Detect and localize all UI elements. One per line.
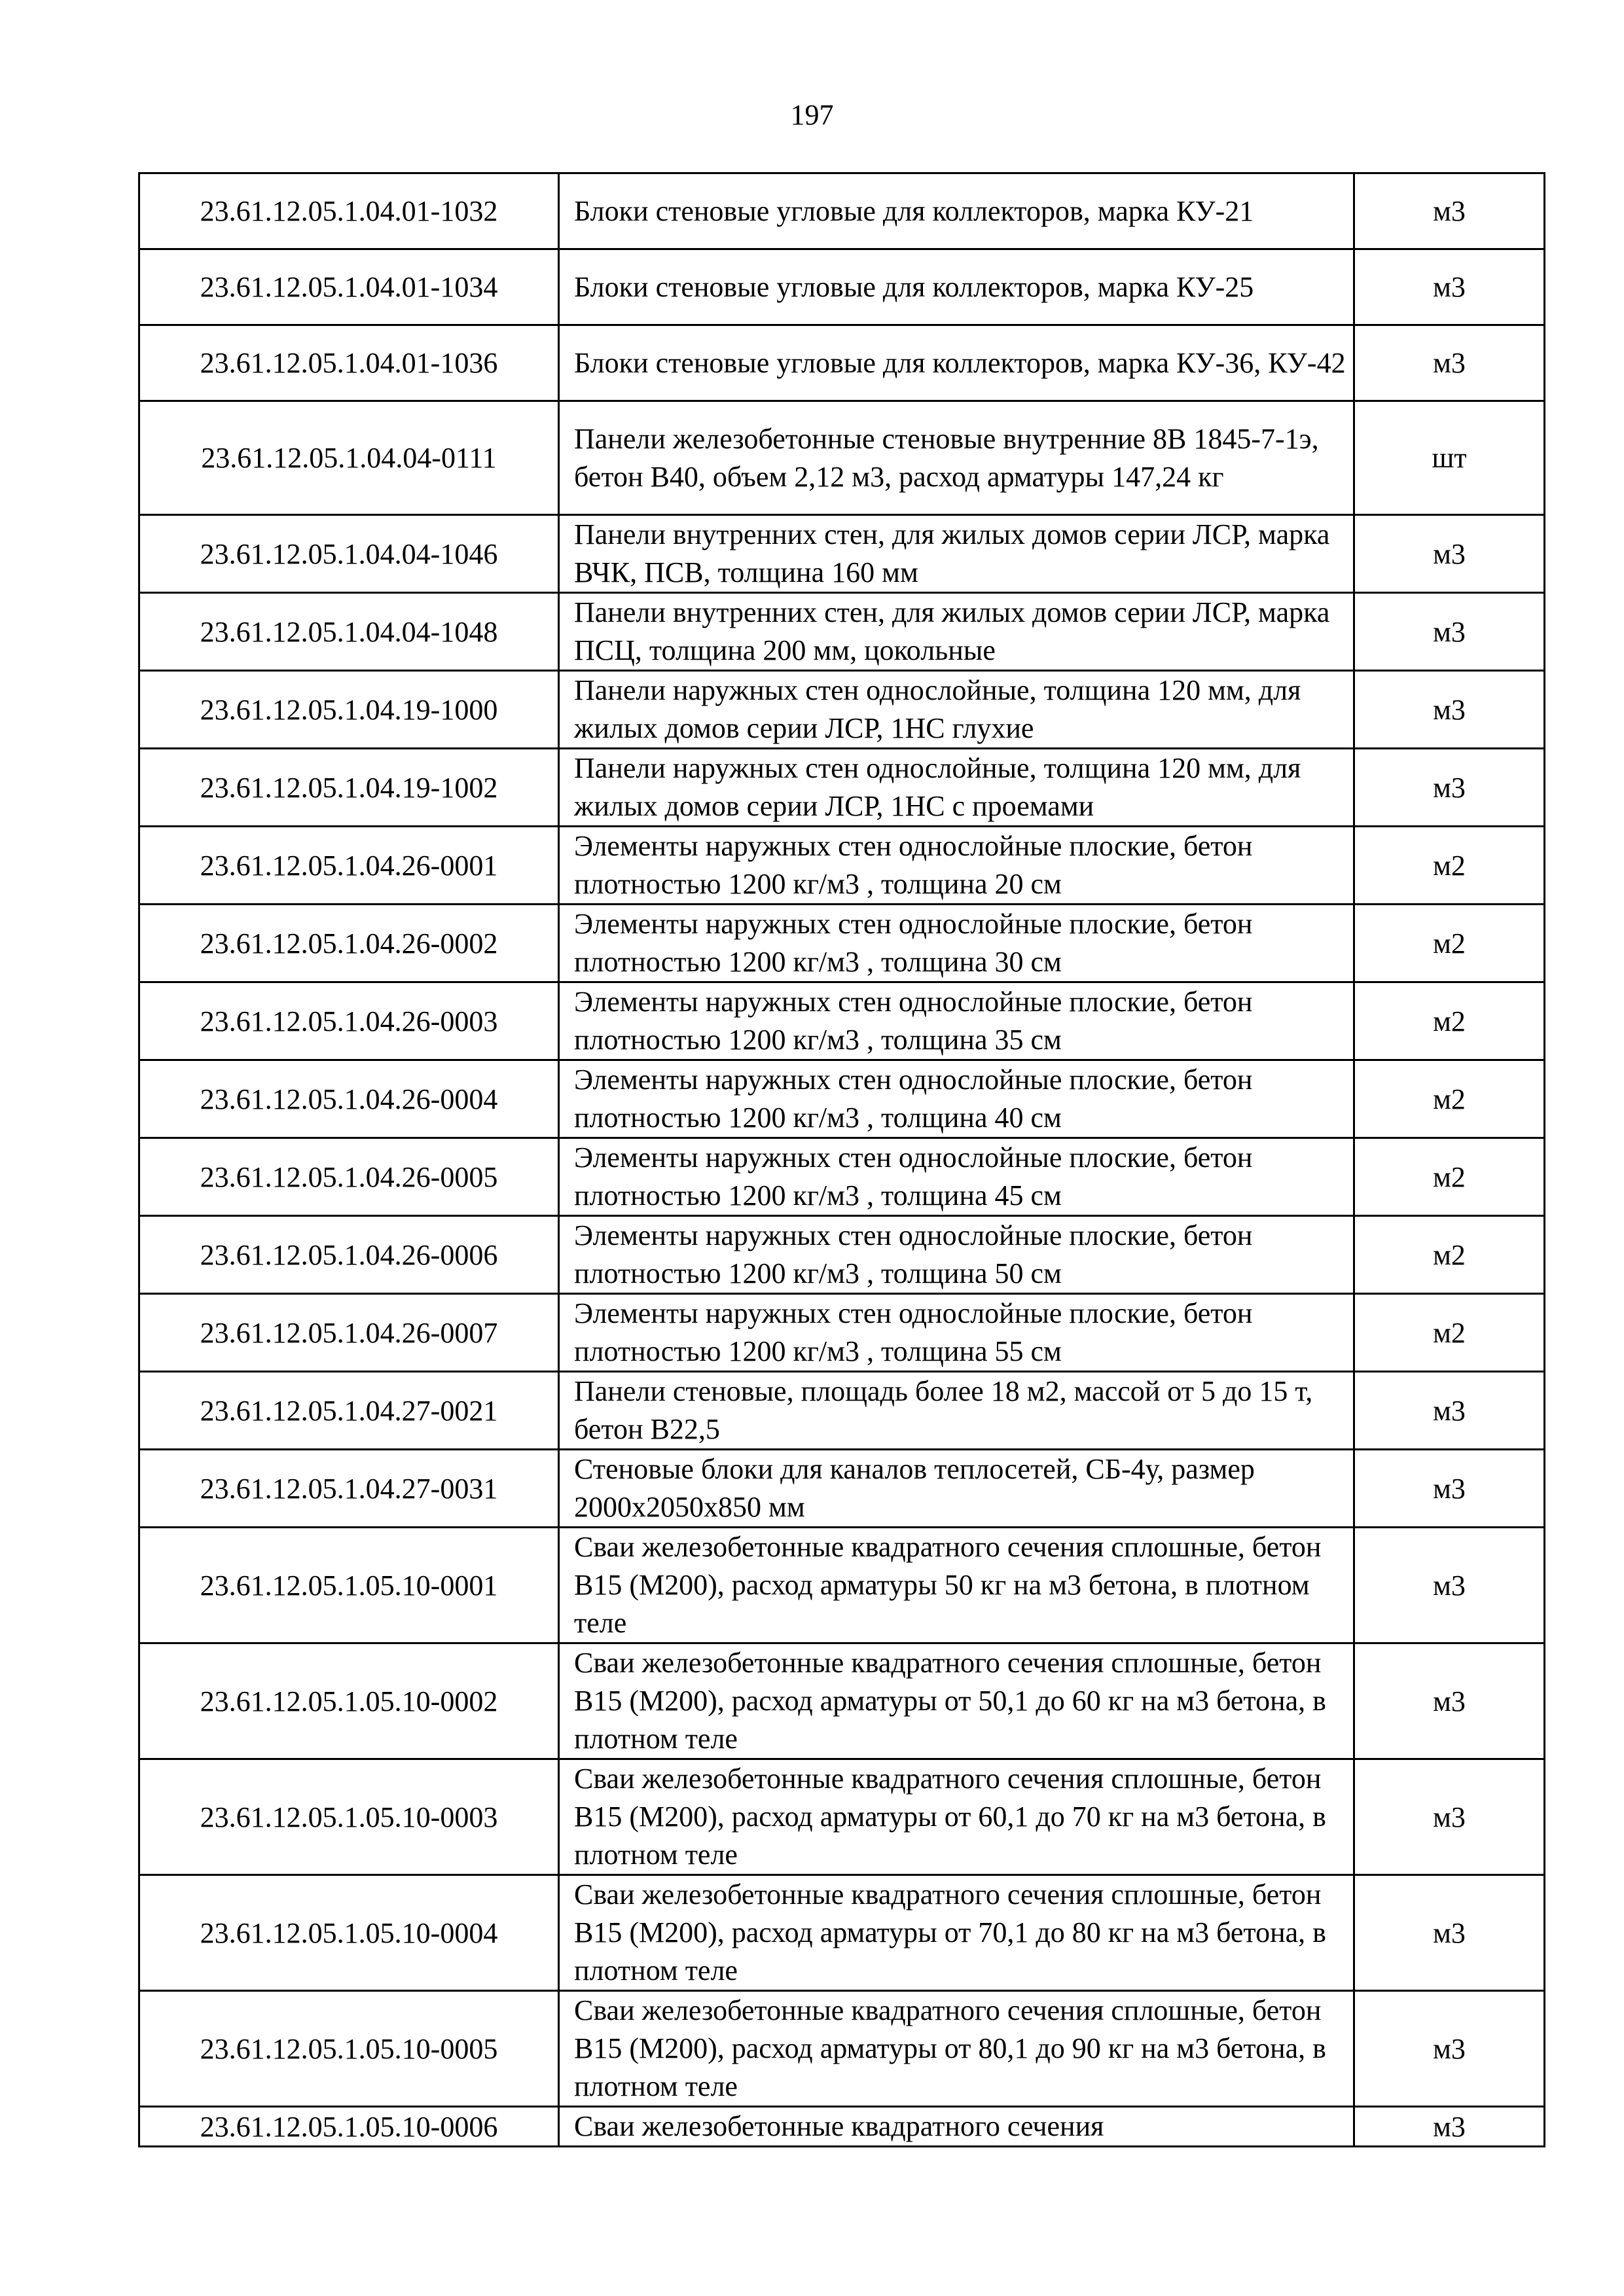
resource-unit: м3 <box>1354 671 1545 749</box>
resource-code: 23.61.12.05.1.04.27-0031 <box>139 1450 559 1528</box>
resource-unit: м3 <box>1354 1450 1545 1528</box>
resource-code: 23.61.12.05.1.04.01-1032 <box>139 173 559 249</box>
table-row <box>139 2107 1545 2147</box>
resource-description: Стеновые блоки для каналов теплосетей, СБ-4у, размер 2000х2050х850 мм <box>559 1450 1354 1528</box>
table-row <box>139 671 1545 749</box>
resource-code: 23.61.12.05.1.04.19-1002 <box>139 749 559 827</box>
resource-code: 23.61.12.05.1.04.04-1046 <box>139 515 559 593</box>
resource-unit: м3 <box>1354 749 1545 827</box>
resource-code: 23.61.12.05.1.04.26-0002 <box>139 905 559 982</box>
resource-unit: м3 <box>1354 1372 1545 1450</box>
resource-code: 23.61.12.05.1.04.04-0111 <box>139 401 559 515</box>
resource-unit: м3 <box>1354 1528 1545 1643</box>
table-row <box>139 1138 1545 1216</box>
resource-code: 23.61.12.05.1.04.04-1048 <box>139 593 559 671</box>
table-row <box>139 1216 1545 1294</box>
resource-code: 23.61.12.05.1.04.26-0007 <box>139 1294 559 1372</box>
resource-code: 23.61.12.05.1.04.26-0001 <box>139 827 559 905</box>
table-row <box>139 1759 1545 1875</box>
resource-description: Элементы наружных стен однослойные плоские, бетон плотностью 1200 кг/м3 , толщина 20 см <box>559 827 1354 905</box>
resource-description: Панели внутренних стен, для жилых домов серии ЛСР, марка ПСЦ, толщина 200 мм, цокольные <box>559 593 1354 671</box>
resource-description: Блоки стеновые угловые для коллекторов, марка КУ-36, КУ-42 <box>559 325 1354 401</box>
resource-code: 23.61.12.05.1.04.19-1000 <box>139 671 559 749</box>
resource-code: 23.61.12.05.1.04.26-0003 <box>139 982 559 1060</box>
table-row <box>139 1528 1545 1643</box>
resource-unit: м3 <box>1354 1643 1545 1759</box>
resource-description: Элементы наружных стен однослойные плоские, бетон плотностью 1200 кг/м3 , толщина 40 см <box>559 1060 1354 1138</box>
resource-code: 23.61.12.05.1.05.10-0006 <box>139 2107 559 2147</box>
resource-code: 23.61.12.05.1.04.01-1034 <box>139 249 559 325</box>
resource-description: Блоки стеновые угловые для коллекторов, марка КУ-21 <box>559 173 1354 249</box>
resource-description: Блоки стеновые угловые для коллекторов, марка КУ-25 <box>559 249 1354 325</box>
resource-unit: м3 <box>1354 2107 1545 2147</box>
resource-unit: м2 <box>1354 1216 1545 1294</box>
resource-description: Элементы наружных стен однослойные плоские, бетон плотностью 1200 кг/м3 , толщина 30 см <box>559 905 1354 982</box>
resource-description: Сваи железобетонные квадратного сечения <box>559 2107 1354 2147</box>
table-row <box>139 982 1545 1060</box>
table-row <box>139 1372 1545 1450</box>
table-row <box>139 1991 1545 2107</box>
resource-description: Панели внутренних стен, для жилых домов серии ЛСР, марка ВЧК, ПСВ, толщина 160 мм <box>559 515 1354 593</box>
resource-code: 23.61.12.05.1.04.26-0005 <box>139 1138 559 1216</box>
resource-description: Панели наружных стен однослойные, толщина 120 мм, для жилых домов серии ЛСР, 1НС с проемами <box>559 749 1354 827</box>
table-row <box>139 749 1545 827</box>
table-row <box>139 1294 1545 1372</box>
table-row <box>139 173 1545 249</box>
resource-code: 23.61.12.05.1.05.10-0003 <box>139 1759 559 1875</box>
resource-description: Панели стеновые, площадь более 18 м2, массой от 5 до 15 т, бетон В22,5 <box>559 1372 1354 1450</box>
table-row <box>139 1875 1545 1991</box>
resource-description: Сваи железобетонные квадратного сечения сплошные, бетон В15 (М200), расход арматуры от 80,1 до 90 кг на м3 бетона, в плотном теле <box>559 1991 1354 2107</box>
resource-code: 23.61.12.05.1.04.27-0021 <box>139 1372 559 1450</box>
resource-unit: м2 <box>1354 827 1545 905</box>
resource-code: 23.61.12.05.1.04.01-1036 <box>139 325 559 401</box>
resource-unit: м3 <box>1354 593 1545 671</box>
resource-code: 23.61.12.05.1.05.10-0004 <box>139 1875 559 1991</box>
table-row <box>139 515 1545 593</box>
resource-unit: м3 <box>1354 249 1545 325</box>
page-number: 197 <box>790 99 834 131</box>
table-row <box>139 1643 1545 1759</box>
resource-description: Сваи железобетонные квадратного сечения сплошные, бетон В15 (М200), расход арматуры от 50,1 до 60 кг на м3 бетона, в плотном теле <box>559 1643 1354 1759</box>
resource-description: Сваи железобетонные квадратного сечения сплошные, бетон В15 (М200), расход арматуры от 70,1 до 80 кг на м3 бетона, в плотном теле <box>559 1875 1354 1991</box>
table-row <box>139 401 1545 515</box>
resource-unit: м3 <box>1354 1875 1545 1991</box>
resource-description: Элементы наружных стен однослойные плоские, бетон плотностью 1200 кг/м3 , толщина 35 см <box>559 982 1354 1060</box>
resource-unit: м2 <box>1354 1294 1545 1372</box>
resource-code: 23.61.12.05.1.04.26-0004 <box>139 1060 559 1138</box>
resource-description: Панели железобетонные стеновые внутренние 8В 1845-7-1э, бетон В40, объем 2,12 м3, расход арматуры 147,24 кг <box>559 401 1354 515</box>
resource-unit: шт <box>1354 401 1545 515</box>
table-row <box>139 1450 1545 1528</box>
resource-unit: м3 <box>1354 325 1545 401</box>
resource-code: 23.61.12.05.1.05.10-0001 <box>139 1528 559 1643</box>
table-row <box>139 249 1545 325</box>
resource-description: Элементы наружных стен однослойные плоские, бетон плотностью 1200 кг/м3 , толщина 55 см <box>559 1294 1354 1372</box>
table-row <box>139 1060 1545 1138</box>
resource-unit: м2 <box>1354 1138 1545 1216</box>
resource-unit: м3 <box>1354 1759 1545 1875</box>
resource-unit: м2 <box>1354 905 1545 982</box>
resource-description: Сваи железобетонные квадратного сечения сплошные, бетон В15 (М200), расход арматуры от 60,1 до 70 кг на м3 бетона, в плотном теле <box>559 1759 1354 1875</box>
table-row <box>139 325 1545 401</box>
resource-catalog-table <box>138 172 1545 2147</box>
table-row <box>139 593 1545 671</box>
resource-description: Элементы наружных стен однослойные плоские, бетон плотностью 1200 кг/м3 , толщина 45 см <box>559 1138 1354 1216</box>
resource-unit: м2 <box>1354 1060 1545 1138</box>
resource-unit: м2 <box>1354 982 1545 1060</box>
resource-code: 23.61.12.05.1.05.10-0005 <box>139 1991 559 2107</box>
resource-description: Сваи железобетонные квадратного сечения сплошные, бетон В15 (М200), расход арматуры 50 кг на м3 бетона, в плотном теле <box>559 1528 1354 1643</box>
resource-code: 23.61.12.05.1.05.10-0002 <box>139 1643 559 1759</box>
resource-unit: м3 <box>1354 515 1545 593</box>
resource-code: 23.61.12.05.1.04.26-0006 <box>139 1216 559 1294</box>
table-row <box>139 827 1545 905</box>
resource-description: Панели наружных стен однослойные, толщина 120 мм, для жилых домов серии ЛСР, 1НС глухие <box>559 671 1354 749</box>
resource-unit: м3 <box>1354 1991 1545 2107</box>
resource-description: Элементы наружных стен однослойные плоские, бетон плотностью 1200 кг/м3 , толщина 50 см <box>559 1216 1354 1294</box>
resource-unit: м3 <box>1354 173 1545 249</box>
table-row <box>139 905 1545 982</box>
